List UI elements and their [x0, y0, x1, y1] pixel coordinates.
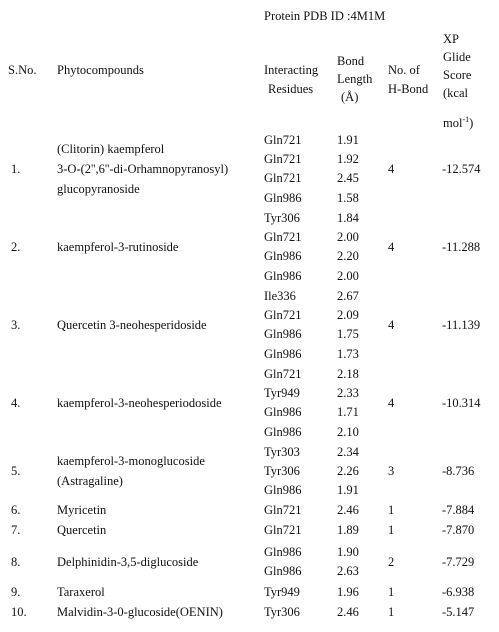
interacting-residue: Gln986 — [264, 327, 302, 341]
glide-score: -11.139 — [442, 318, 481, 332]
interacting-residue: Gln721 — [264, 503, 302, 517]
bond-length: 1.92 — [337, 152, 359, 166]
interacting-residue: Tyr949 — [264, 585, 300, 599]
protein-id-title: Protein PDB ID :4M1M — [264, 9, 386, 23]
hbond-count: 2 — [388, 555, 395, 569]
bond-length: 1.96 — [337, 585, 359, 599]
bond-length: 2.00 — [337, 230, 359, 244]
bond-length: 1.58 — [337, 191, 359, 205]
interacting-residue: Tyr949 — [264, 386, 300, 400]
interacting-residue: Gln986 — [264, 545, 302, 559]
header-residues-line1: Interacting — [264, 63, 319, 77]
row-number: 5. — [11, 464, 21, 478]
bond-length: 1.89 — [337, 523, 359, 537]
header-sno: S.No. — [8, 63, 37, 77]
glide-score: -12.574 — [442, 162, 481, 176]
header-bond-line3: (Å) — [341, 90, 359, 104]
header-score-unit: mol — [443, 116, 463, 130]
header-phytocompounds: Phytocompounds — [57, 63, 144, 77]
row-number: 3. — [11, 318, 21, 332]
bond-length: 2.33 — [337, 386, 359, 400]
compound-name: glucopyranoside — [57, 182, 140, 196]
header-residues-line2: Residues — [268, 82, 314, 96]
bond-length: 1.84 — [337, 211, 359, 225]
hbond-count: 4 — [388, 162, 395, 176]
header-bond-line2: Length — [337, 72, 373, 86]
header-bond-line1: Bond — [337, 54, 365, 68]
bond-length: 1.75 — [337, 327, 359, 341]
compound-name: Delphinidin-3,5-diglucoside — [57, 555, 199, 569]
row-number: 4. — [11, 396, 21, 410]
header-score-exponent: -1 — [462, 114, 470, 124]
compound-name: kaempferol-3-neohesperiodoside — [57, 396, 222, 410]
bond-length: 2.46 — [337, 503, 359, 517]
interacting-residue: Tyr303 — [264, 445, 300, 459]
header-score-close: ) — [469, 116, 474, 130]
bond-length: 2.45 — [337, 171, 359, 185]
row-number: 7. — [11, 523, 21, 537]
compound-name: Quercetin 3-neohesperidoside — [57, 318, 207, 332]
bond-length: 2.46 — [337, 605, 359, 619]
header-score-line2: Glide — [443, 50, 471, 64]
bond-length: 2.20 — [337, 249, 359, 263]
glide-score: -11.288 — [442, 240, 481, 254]
bond-length: 2.09 — [337, 308, 359, 322]
hbond-count: 4 — [388, 396, 395, 410]
compound-name: (Astragaline) — [57, 474, 123, 488]
interacting-residue: Gln986 — [264, 564, 302, 578]
row-number: 9. — [11, 585, 21, 599]
bond-length: 2.00 — [337, 269, 359, 283]
hbond-count: 1 — [388, 503, 395, 517]
header-score-line3: Score — [443, 68, 472, 82]
interacting-residue: Gln986 — [264, 425, 302, 439]
bond-length: 1.73 — [337, 347, 359, 361]
interacting-residue: Gln721 — [264, 152, 302, 166]
compound-name: Myricetin — [57, 503, 107, 517]
row-number: 8. — [11, 555, 21, 569]
bond-length: 2.26 — [337, 464, 359, 478]
interacting-residue: Gln721 — [264, 523, 302, 537]
row-number: 2. — [11, 240, 21, 254]
interacting-residue: Gln721 — [264, 133, 302, 147]
header-score-line1: XP — [443, 32, 459, 46]
bond-length: 1.91 — [337, 133, 359, 147]
bond-length: 1.71 — [337, 405, 359, 419]
bond-length: 2.10 — [337, 425, 359, 439]
header-hbond-line2: H-Bond — [388, 82, 429, 96]
interacting-residue: Gln721 — [264, 367, 302, 381]
compound-name: Malvidin-3-0-glucoside(OENIN) — [57, 605, 223, 619]
bond-length: 2.34 — [337, 445, 359, 459]
hbond-count: 4 — [388, 318, 395, 332]
interacting-residue: Gln986 — [264, 347, 302, 361]
compound-name: 3-O-(2'',6''-di-Orhamnopyranosyl) — [57, 162, 229, 176]
hbond-count: 3 — [388, 464, 395, 478]
compound-name: (Clitorin) kaempferol — [57, 142, 165, 156]
compound-name: kaempferol-3-monoglucoside — [57, 454, 205, 468]
header-hbond-line1: No. of — [388, 63, 420, 77]
glide-score: -8.736 — [442, 464, 475, 478]
interacting-residue: Tyr306 — [264, 464, 300, 478]
interacting-residue: Gln721 — [264, 171, 302, 185]
glide-score: -7.870 — [442, 523, 475, 537]
interacting-residue: Tyr306 — [264, 211, 300, 225]
hbond-count: 1 — [388, 585, 395, 599]
bond-length: 2.63 — [337, 564, 359, 578]
glide-score: -6.938 — [442, 585, 475, 599]
interacting-residue: Gln986 — [264, 249, 302, 263]
interacting-residue: Gln986 — [264, 483, 302, 497]
interacting-residue: Gln986 — [264, 405, 302, 419]
hbond-count: 4 — [388, 240, 395, 254]
glide-score: -10.314 — [442, 396, 481, 410]
bond-length: 1.91 — [337, 483, 359, 497]
compound-name: Taraxerol — [57, 585, 105, 599]
hbond-count: 1 — [388, 523, 395, 537]
row-number: 6. — [11, 503, 21, 517]
interacting-residue: Gln986 — [264, 269, 302, 283]
bond-length: 2.18 — [337, 367, 359, 381]
row-number: 10. — [11, 605, 27, 619]
interacting-residue: Gln721 — [264, 230, 302, 244]
interacting-residue: Tyr306 — [264, 605, 300, 619]
bond-length: 2.67 — [337, 289, 359, 303]
bond-length: 1.90 — [337, 545, 359, 559]
compound-name: kaempferol-3-rutinoside — [57, 240, 179, 254]
glide-score: -5.147 — [442, 605, 475, 619]
header-score-line5 — [443, 116, 473, 130]
header-score-line4: (kcal — [443, 86, 468, 100]
hbond-count: 1 — [388, 605, 395, 619]
glide-score: -7.729 — [442, 555, 475, 569]
interacting-residue: Gln721 — [264, 308, 302, 322]
row-number: 1. — [11, 162, 21, 176]
interacting-residue: Ile336 — [264, 289, 296, 303]
compound-name: Quercetin — [57, 523, 107, 537]
glide-score: -7.884 — [442, 503, 475, 517]
interacting-residue: Gln986 — [264, 191, 302, 205]
